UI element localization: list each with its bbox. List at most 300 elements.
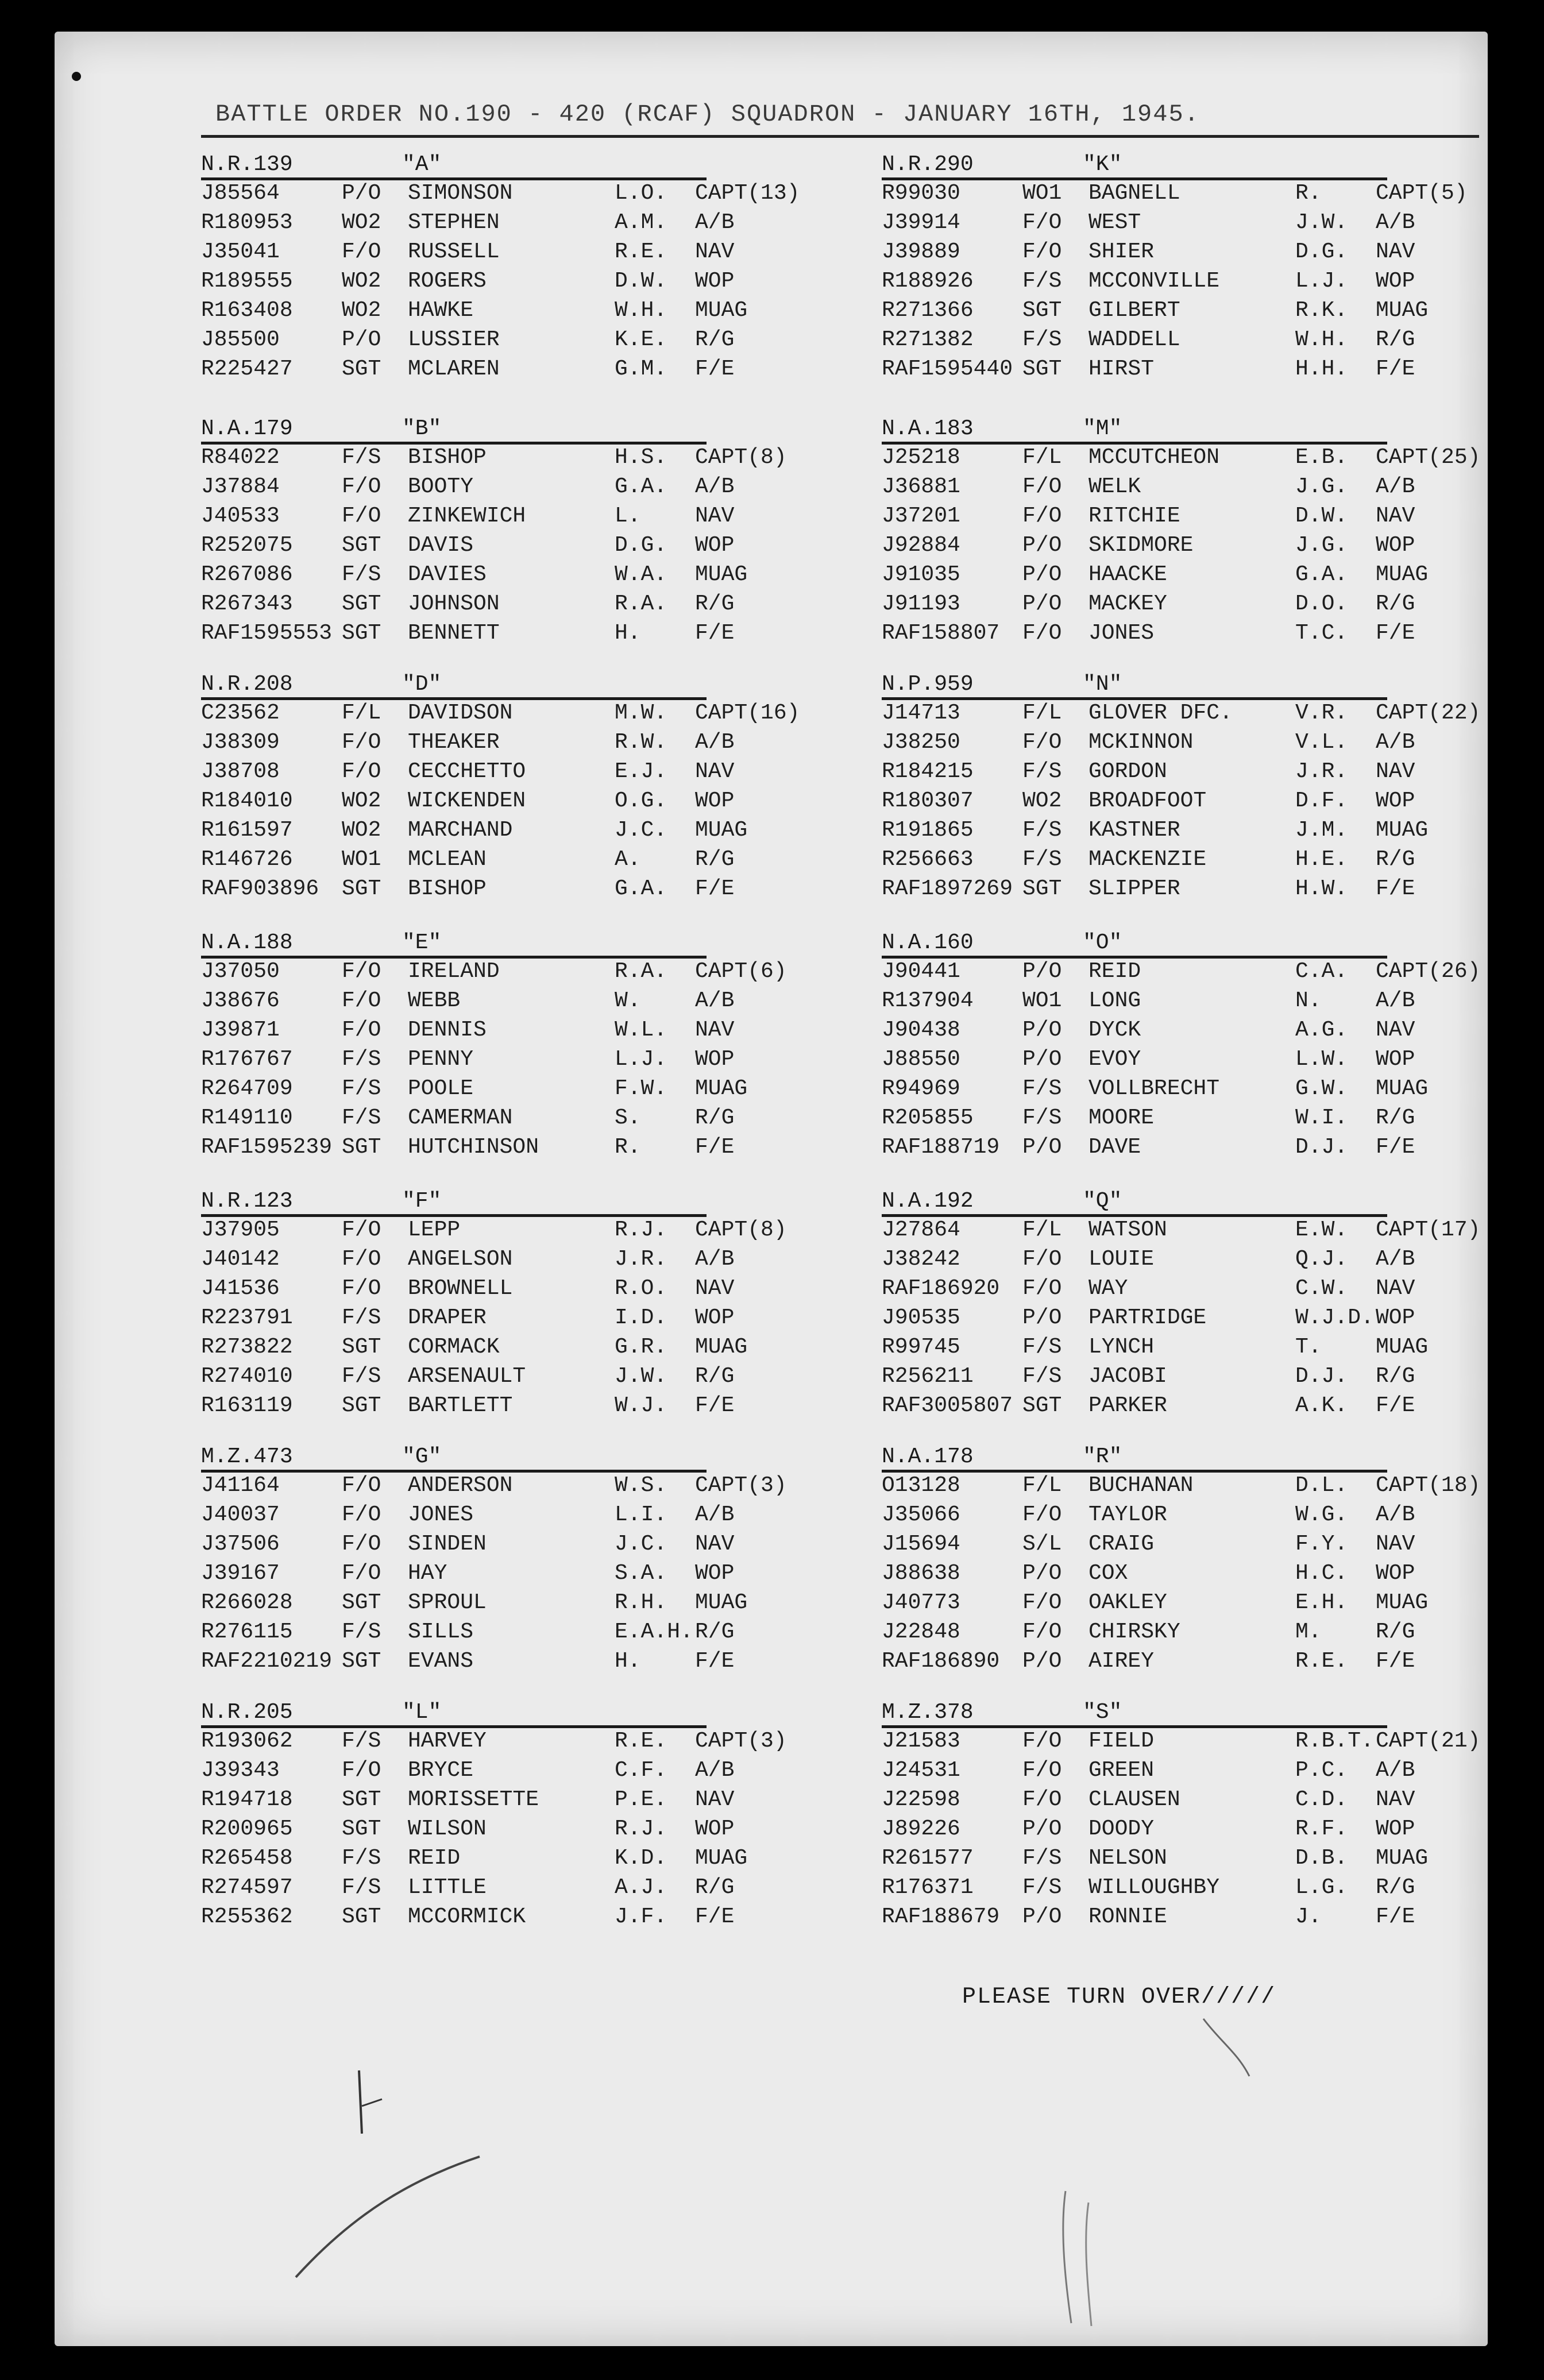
initials: A. [615,847,641,872]
initials: K.D. [615,1846,667,1871]
surname: PARKER [1088,1393,1167,1418]
crew-member-row [882,1133,1502,1162]
service-number: R267343 [201,592,293,616]
surname: WILLOUGHBY [1088,1875,1220,1900]
initials: G.A. [1295,562,1348,587]
surname: KASTNER [1088,818,1180,843]
initials: V.R. [1295,701,1348,725]
service-number: RAF1595553 [201,621,333,646]
surname: RONNIE [1088,1904,1167,1929]
crew-member-row [882,208,1502,237]
service-number: J90438 [882,1018,960,1042]
surname: LYNCH [1088,1335,1155,1359]
service-number: R191865 [882,818,974,843]
crew-member-row [882,1529,1502,1559]
crew-member-row [882,1245,1502,1274]
crew-member-row [201,874,821,903]
rank: WO2 [342,269,381,293]
initials: M.W. [615,701,667,725]
rank: F/O [1022,1276,1062,1301]
initials: W.J. [615,1393,667,1418]
rank: F/S [1022,269,1062,293]
crew-member-row [882,1726,1502,1756]
crew-role: R/G [1376,1364,1415,1389]
rank: F/O [1022,1729,1062,1753]
rank: F/S [342,1875,381,1900]
service-number: R264709 [201,1076,293,1101]
crew-role: A/B [1376,474,1415,499]
crew-member-row [882,874,1502,903]
rank: F/O [342,1473,381,1498]
initials: R.K. [1295,298,1348,323]
rank: P/O [1022,959,1062,984]
crew-role: WOP [1376,789,1415,813]
rank: F/O [342,1276,381,1301]
crew-header [882,930,1502,957]
crew-header [882,1700,1502,1726]
service-number: RAF188719 [882,1135,1000,1160]
crew-role: A/B [695,1758,735,1783]
initials: H.S. [615,445,667,470]
initials: A.J. [615,1875,667,1900]
crew-role: MUAG [695,818,748,843]
service-number: R267086 [201,562,293,587]
crew-role: R/G [1376,847,1415,872]
rank: SGT [342,592,381,616]
aircraft-letter: "O" [1083,930,1122,955]
crew-role: A/B [695,1502,735,1527]
crew-member-row [882,1274,1502,1303]
crew-role: WOP [695,1305,735,1330]
rank: F/S [342,1047,381,1072]
crew-block [201,672,821,903]
service-number: J41536 [201,1276,280,1301]
crew-member-row [882,619,1502,648]
initials: E.W. [1295,1218,1348,1242]
rank: P/O [1022,1018,1062,1042]
service-number: J88638 [882,1561,960,1586]
initials: R.E. [615,1729,667,1753]
surname: OAKLEY [1088,1590,1167,1615]
rank: F/O [342,1218,381,1242]
surname: WEST [1088,210,1141,235]
crew-member-row [882,845,1502,874]
surname: AIREY [1088,1649,1155,1674]
initials: J.R. [615,1247,667,1272]
rank: F/O [342,1247,381,1272]
crew-member-row [201,1274,821,1303]
crew-role: A/B [695,474,735,499]
initials: J.M. [1295,818,1348,843]
surname: STEPHEN [408,210,500,235]
initials: D.W. [1295,504,1348,528]
document-title: BATTLE ORDER NO.190 - 420 (RCAF) SQUADRON - JANUARY 16TH, 1945. [215,101,1200,128]
initials: V.L. [1295,730,1348,755]
rank: F/S [1022,1846,1062,1871]
surname: CHIRSKY [1088,1620,1180,1644]
rank: P/O [342,181,381,206]
service-number: RAF188679 [882,1904,1000,1929]
crew-block [882,930,1502,1162]
initials: R.A. [615,592,667,616]
service-number: R163408 [201,298,293,323]
initials: R.A. [615,959,667,984]
service-number: J90441 [882,959,960,984]
crew-header [201,1444,821,1471]
crew-role: R/G [1376,592,1415,616]
initials: W.S. [615,1473,667,1498]
rank: WO1 [1022,181,1062,206]
initials: L.G. [1295,1875,1348,1900]
aircraft-serial: M.Z.378 [882,1700,974,1725]
crew-member-row [882,531,1502,560]
rank: F/O [1022,1620,1062,1644]
crew-member-row [201,1873,821,1902]
crew-role: CAPT(21) [1376,1729,1481,1753]
initials: Q.J. [1295,1247,1348,1272]
crew-header [201,1700,821,1726]
crew-role: R/G [1376,1106,1415,1130]
crew-member-row [882,757,1502,786]
service-number: O13128 [882,1473,960,1498]
crew-role: A/B [1376,210,1415,235]
aircraft-serial: N.R.208 [201,672,293,697]
rank: F/O [1022,1590,1062,1615]
service-number: R205855 [882,1106,974,1130]
crew-role: F/E [1376,876,1415,901]
crew-role: NAV [695,239,735,264]
service-number: R225427 [201,357,293,381]
initials: F.W. [615,1076,667,1101]
aircraft-letter: "S" [1083,1700,1122,1725]
crew-role: MUAG [695,1590,748,1615]
rank: P/O [342,327,381,352]
rank: F/O [342,1502,381,1527]
rank: F/O [342,1532,381,1556]
rank: F/L [1022,1218,1062,1242]
service-number: J37201 [882,504,960,528]
crew-role: NAV [695,1787,735,1812]
service-number: RAF2210219 [201,1649,333,1674]
aircraft-letter: "Q" [1083,1189,1122,1214]
crew-member-row [882,179,1502,208]
crew-block [201,930,821,1162]
surname: MCKINNON [1088,730,1194,755]
crew-block [882,152,1502,384]
rank: F/S [1022,1335,1062,1359]
service-number: R163119 [201,1393,293,1418]
service-number: J39167 [201,1561,280,1586]
surname: ARSENAULT [408,1364,526,1389]
crew-member-row [882,501,1502,531]
aircraft-letter: "A" [402,152,442,177]
initials: J.G. [1295,533,1348,558]
initials: I.D. [615,1305,667,1330]
crew-role: F/E [1376,621,1415,646]
service-number: J38708 [201,759,280,784]
crew-role: CAPT(8) [695,1218,787,1242]
rank: F/O [1022,621,1062,646]
rank: F/S [342,1364,381,1389]
surname: DENNIS [408,1018,487,1042]
service-number: R149110 [201,1106,293,1130]
aircraft-serial: N.R.290 [882,152,974,177]
service-number: R256211 [882,1364,974,1389]
initials: E.J. [615,759,667,784]
crew-member-row [882,1015,1502,1045]
rank: F/S [342,445,381,470]
rank: SGT [1022,298,1062,323]
crew-role: MUAG [1376,1590,1429,1615]
rank: F/S [1022,1076,1062,1101]
rank: SGT [342,1904,381,1929]
crew-member-row [882,472,1502,501]
initials: W.J.D. [1295,1305,1374,1330]
crew-role: F/E [695,1135,735,1160]
crew-header [201,152,821,179]
surname: THEAKER [408,730,500,755]
service-number: R176371 [882,1875,974,1900]
crew-member-row [201,501,821,531]
crew-header [882,672,1502,698]
rank: F/O [342,959,381,984]
rank: P/O [1022,1904,1062,1929]
initials: H.E. [1295,847,1348,872]
service-number: R276115 [201,1620,293,1644]
surname: MARCHAND [408,818,513,843]
surname: EVOY [1088,1047,1141,1072]
service-number: J88550 [882,1047,960,1072]
rank: P/O [1022,1135,1062,1160]
service-number: R261577 [882,1846,974,1871]
surname: SIMONSON [408,181,513,206]
initials: C.A. [1295,959,1348,984]
service-number: R99745 [882,1335,960,1359]
surname: SKIDMORE [1088,533,1194,558]
crew-member-row [882,325,1502,354]
service-number: J38250 [882,730,960,755]
initials: R. [615,1135,641,1160]
crew-role: CAPT(25) [1376,445,1481,470]
service-number: J40142 [201,1247,280,1272]
initials: L.O. [615,181,667,206]
surname: GORDON [1088,759,1167,784]
rank: F/S [342,1076,381,1101]
initials: W.H. [1295,327,1348,352]
crew-role: WOP [1376,1047,1415,1072]
crew-role: NAV [1376,1787,1415,1812]
surname: CORMACK [408,1335,500,1359]
crew-role: A/B [695,210,735,235]
crew-member-row [201,1902,821,1931]
rank: F/S [342,1620,381,1644]
rank: WO1 [1022,988,1062,1013]
initials: C.W. [1295,1276,1348,1301]
rank: SGT [1022,876,1062,901]
crew-member-row [201,208,821,237]
surname: WICKENDEN [408,789,526,813]
service-number: J91035 [882,562,960,587]
crew-member-row [201,1617,821,1647]
aircraft-letter: "B" [402,416,442,441]
crew-header [882,1189,1502,1215]
surname: PARTRIDGE [1088,1305,1207,1330]
crew-member-row [201,845,821,874]
service-number: J41164 [201,1473,280,1498]
rank: SGT [1022,357,1062,381]
crew-role: CAPT(18) [1376,1473,1481,1498]
rank: F/O [342,988,381,1013]
service-number: R161597 [201,818,293,843]
service-number: R274597 [201,1875,293,1900]
crew-role: F/E [1376,1393,1415,1418]
surname: GLOVER DFC. [1088,701,1233,725]
crew-role: F/E [695,357,735,381]
initials: R.O. [615,1276,667,1301]
rank: F/S [1022,327,1062,352]
rank: F/S [1022,1364,1062,1389]
crew-member-row [201,1245,821,1274]
service-number: C23562 [201,701,280,725]
initials: J.W. [615,1364,667,1389]
aircraft-letter: "K" [1083,152,1122,177]
aircraft-serial: N.R.123 [201,1189,293,1214]
crew-role: CAPT(16) [695,701,800,725]
title-underline [201,135,1479,138]
aircraft-letter: "R" [1083,1444,1122,1469]
crew-member-row [882,698,1502,728]
initials: E.B. [1295,445,1348,470]
aircraft-serial: M.Z.473 [201,1444,293,1469]
crew-member-row [882,986,1502,1015]
crew-member-row [882,1362,1502,1391]
crew-role: WOP [695,789,735,813]
crew-role: WOP [1376,1561,1415,1586]
rank: F/O [342,730,381,755]
rank: P/O [1022,592,1062,616]
initials: R.J. [615,1817,667,1841]
surname: LITTLE [408,1875,487,1900]
aircraft-serial: N.R.205 [201,1700,293,1725]
surname: BISHOP [408,445,487,470]
rank: F/S [342,1846,381,1871]
rank: SGT [342,621,381,646]
rank: F/O [1022,239,1062,264]
surname: LUSSIER [408,327,500,352]
service-number: J90535 [882,1305,960,1330]
service-number: J89226 [882,1817,960,1841]
initials: D.W. [615,269,667,293]
crew-member-row [201,1559,821,1588]
crew-member-row [882,786,1502,816]
initials: R.E. [615,239,667,264]
aircraft-serial: N.R.139 [201,152,293,177]
aircraft-letter: "G" [402,1444,442,1469]
rank: F/S [1022,759,1062,784]
surname: MCCONVILLE [1088,269,1220,293]
service-number: J37905 [201,1218,280,1242]
crew-member-row [201,619,821,648]
surname: EVANS [408,1649,474,1674]
crew-role: NAV [1376,504,1415,528]
initials: G.R. [615,1335,667,1359]
surname: MCCORMICK [408,1904,526,1929]
crew-member-row [882,1814,1502,1844]
initials: D.G. [1295,239,1348,264]
crew-role: A/B [695,1247,735,1272]
initials: T. [1295,1335,1322,1359]
service-number: J36881 [882,474,960,499]
surname: WILSON [408,1817,487,1841]
service-number: R184010 [201,789,293,813]
service-number: R266028 [201,1590,293,1615]
surname: VOLLBRECHT [1088,1076,1220,1101]
crew-member-row [201,1529,821,1559]
service-number: J39914 [882,210,960,235]
crew-role: R/G [1376,1620,1415,1644]
initials: R. [1295,181,1322,206]
initials: L.W. [1295,1047,1348,1072]
initials: H. [615,1649,641,1674]
crew-member-row [201,1133,821,1162]
rank: F/O [342,1018,381,1042]
service-number: J91193 [882,592,960,616]
rank: SGT [342,1590,381,1615]
aircraft-serial: N.A.183 [882,416,974,441]
service-number: J37884 [201,474,280,499]
surname: BROADFOOT [1088,789,1207,813]
surname: DOODY [1088,1817,1155,1841]
service-number: R94969 [882,1076,960,1101]
service-number: J40037 [201,1502,280,1527]
crew-role: MUAG [1376,1846,1429,1871]
crew-role: F/E [695,1393,735,1418]
crew-member-row [882,816,1502,845]
initials: H. [615,621,641,646]
rank: F/L [1022,445,1062,470]
rank: WO2 [342,298,381,323]
crew-role: CAPT(17) [1376,1218,1481,1242]
rank: F/S [1022,818,1062,843]
rank: SGT [342,1787,381,1812]
surname: DAVIS [408,533,474,558]
crew-member-row [201,1471,821,1500]
crew-role: F/E [1376,1135,1415,1160]
initials: R.E. [1295,1649,1348,1674]
aircraft-serial: N.A.178 [882,1444,974,1469]
crew-role: MUAG [1376,818,1429,843]
surname: SINDEN [408,1532,487,1556]
initials: P.C. [1295,1758,1348,1783]
crew-member-row [201,266,821,296]
crew-role: NAV [695,759,735,784]
service-number: J25218 [882,445,960,470]
crew-member-row [882,266,1502,296]
crew-member-row [882,296,1502,325]
surname: DAVIDSON [408,701,513,725]
crew-role: R/G [695,1106,735,1130]
surname: MACKEY [1088,592,1167,616]
initials: D.L. [1295,1473,1348,1498]
crew-role: WOP [695,1817,735,1841]
crew-member-row [882,1647,1502,1676]
rank: P/O [1022,1305,1062,1330]
crew-member-row [882,957,1502,986]
rank: F/S [1022,847,1062,872]
crew-member-row [201,986,821,1015]
initials: D.F. [1295,789,1348,813]
rank: F/S [342,562,381,587]
